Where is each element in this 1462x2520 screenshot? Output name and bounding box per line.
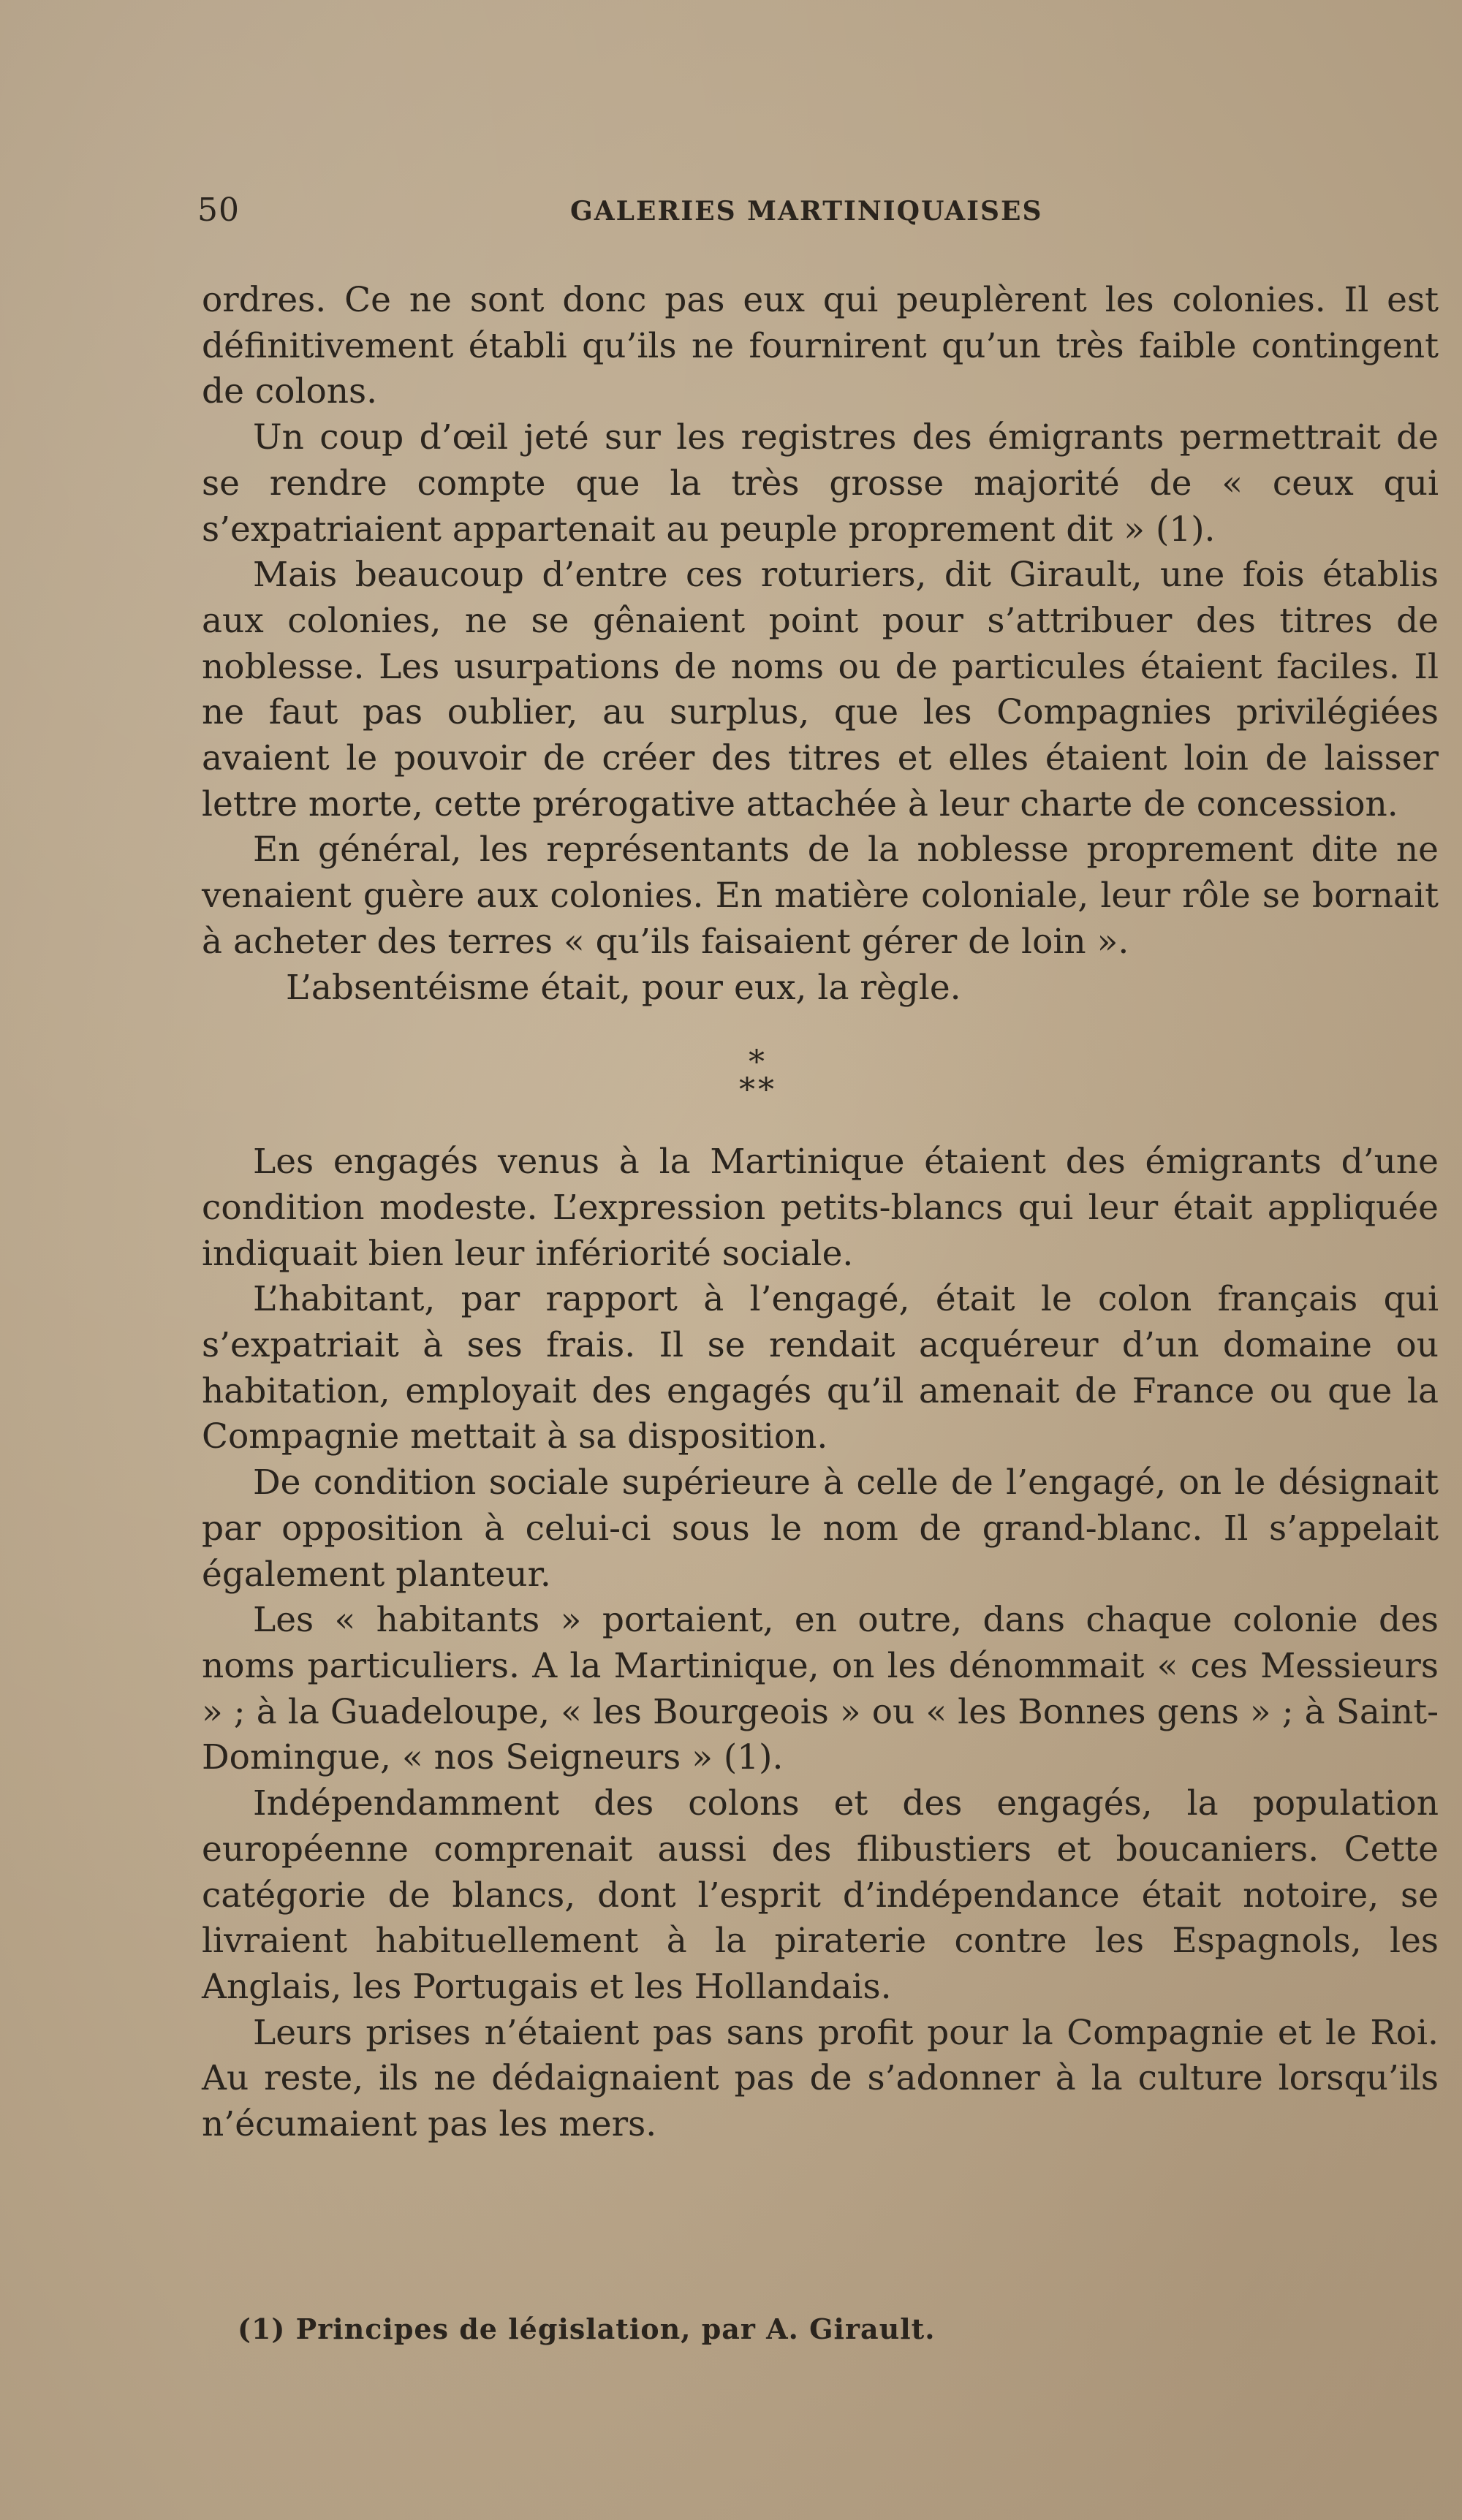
- paragraph-11: Leurs prises n’étaient pas sans profit pour la Compagnie et le Roi. Au reste, ils ne dédaignaient pas de s’adonner à la culture lorsqu’ils n’écumaient pas les mers.: [202, 2012, 1439, 2145]
- paragraph-10: Indépendamment des colons et des engagés, la population européenne comprenait aussi des flibustiers et boucaniers. Cette catégorie de blancs, dont l’esprit d’indépendance était notoire, se livraient habituellement à la piraterie contre les Espagnols, les Anglais, les Portugais et les Hollandais.: [202, 1783, 1439, 2007]
- paragraph-7: L’habitant, par rapport à l’engagé, était le colon français qui s’expatriait à ses frais. Il se rendait acquéreur d’un domaine ou habitation, employait des engagés qu’il amenait de France ou que la Compagnie mettait à sa disposition.: [202, 1279, 1439, 1457]
- footnote: (1) Principes de législation, par A. Girault.: [238, 2312, 936, 2345]
- page-number: 50: [197, 191, 240, 229]
- body-text: [202, 278, 1439, 2148]
- paragraph-1: ordres. Ce ne sont donc pas eux qui peuplèrent les colonies. Il est définitivement établi qu’ils ne fournirent qu’un très faible contingent de colons.: [202, 280, 1439, 412]
- paragraph-8: De condition sociale supérieure à celle de l’engagé, on le désignait par opposition à celui-ci sous le nom de grand-blanc. Il s’appelait également planteur.: [202, 1462, 1439, 1595]
- paragraph-5: L’absentéisme était, pour eux, la règle.: [286, 967, 961, 1008]
- paragraph-4: En général, les représentants de la noblesse proprement dite ne venaient guère aux colonies. En matière coloniale, leur rôle se bornait à acheter des terres « qu’ils faisaient gérer de loin ».: [202, 830, 1439, 962]
- section-separator: [77, 1011, 1439, 1139]
- running-title: GALERIES MARTINIQUAISES: [570, 196, 1043, 227]
- paragraph-6: Les engagés venus à la Martinique étaient des émigrants d’une condition modeste. L’expression petits-blancs qui leur était appliquée indiquait bien leur infériorité sociale.: [202, 1142, 1439, 1274]
- separator-star-top: *: [749, 1044, 768, 1082]
- paragraph-2: Un coup d’œil jeté sur les registres des émigrants permettrait de se rendre compte que la très grosse majorité de « ceux qui s’expatriaient appartenait au peuple proprement dit » (1).: [202, 417, 1439, 550]
- paragraph-9: Les « habitants » portaient, en outre, dans chaque colonie des noms particuliers. A la Martinique, on les dénommait « ces Messieurs » ; à la Guadeloupe, « les Bourgeois » ou « les Bonnes gens » ; à Saint-Domingue, « nos Seigneurs » (1).: [202, 1600, 1439, 1778]
- page-header: [197, 191, 1433, 235]
- separator-stars-bottom: **: [739, 1071, 777, 1109]
- paragraph-3: Mais beaucoup d’entre ces roturiers, dit Girault, une fois établis aux colonies, ne se gênaient point pour s’attribuer des titres de noblesse. Les usurpations de noms ou de particules étaient faciles. Il ne faut pas oublier, au surplus, que les Compagnies privilégiées avaient le pouvoir de créer des titres et elles étaient loin de laisser lettre morte, cette prérogative attachée à leur charte de concession.: [202, 555, 1439, 824]
